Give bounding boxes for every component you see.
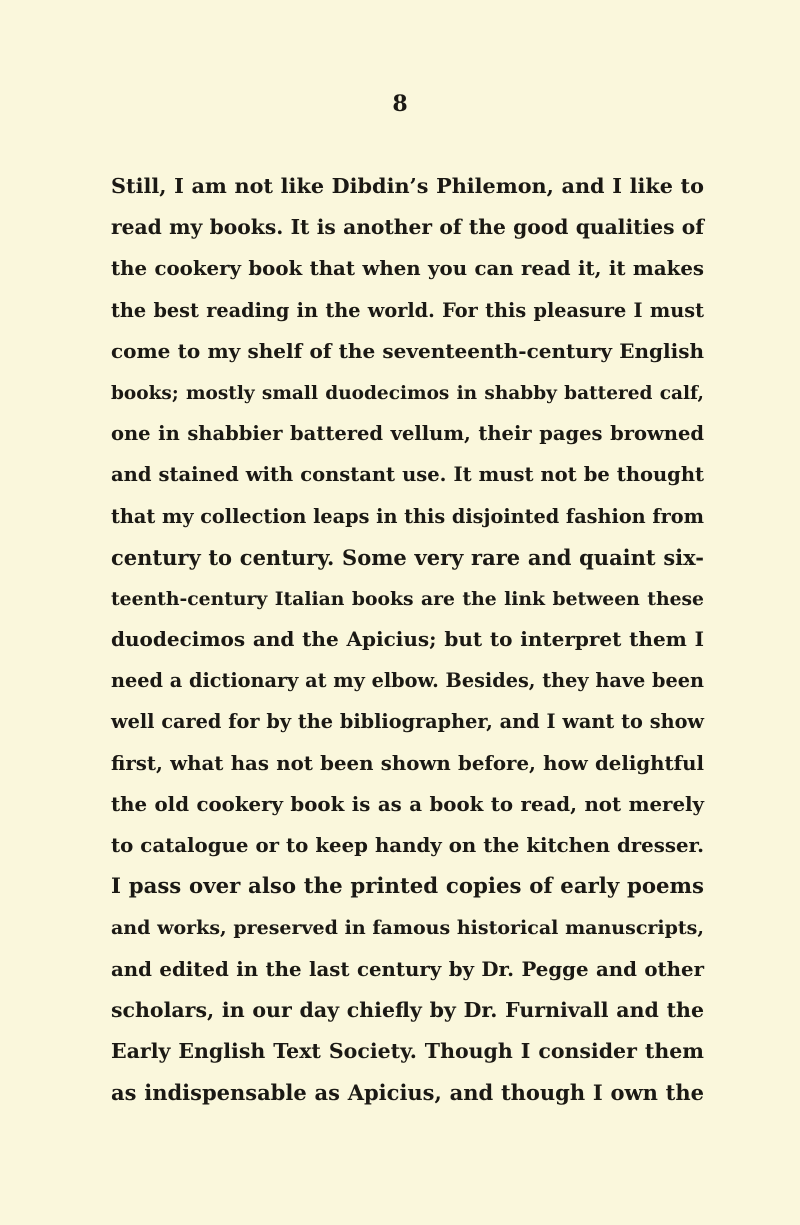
text-line: well cared for by the bibliographer, and I want to show <box>111 710 704 734</box>
text-line: need a dictionary at my elbow. Besides, they have been <box>111 669 704 693</box>
text-line: the old cookery book is as a book to read, not merely <box>111 791 704 816</box>
body-text <box>111 166 704 1113</box>
text-line: duodecimos and the Apicius; but to interpret them I <box>111 627 704 652</box>
text-line: the cookery book that when you can read it, it makes <box>111 256 704 281</box>
text-line: books; mostly small duodecimos in shabby battered calf, <box>111 382 704 404</box>
text-line: I pass over also the printed copies of early poems <box>111 874 704 900</box>
text-line: and edited in the last century by Dr. Pegge and other <box>111 956 704 981</box>
text-line: that my collection leaps in this disjointed fashion from <box>111 504 704 528</box>
text-line: and stained with constant use. It must not be thought <box>111 463 704 487</box>
text-line: century to century. Some very rare and quaint six- <box>111 544 704 570</box>
text-line: teenth-century Italian books are the link between these <box>111 587 704 610</box>
text-line: Still, I am not like Dibdin’s Philemon, and I like to <box>111 174 704 198</box>
text-line: and works, preserved in famous historical manuscripts, <box>111 917 704 940</box>
text-line: scholars, in our day chiefly by Dr. Furnivall and the <box>111 997 704 1022</box>
text-line: the best reading in the world. For this pleasure I must <box>111 298 704 322</box>
text-line: one in shabbier battered vellum, their pages browned <box>111 422 704 446</box>
text-line: come to my shelf of the seventeenth-century English <box>111 338 704 363</box>
text-line: first, what has not been shown before, how delightful <box>111 750 704 775</box>
text-line: to catalogue or to keep handy on the kitchen dresser. <box>111 833 704 857</box>
text-line: Early English Text Society. Though I consider them <box>111 1038 704 1063</box>
text-line: read my books. It is another of the good qualities of <box>111 215 704 240</box>
page-number: 8 <box>392 91 408 117</box>
text-line: as indispensable as Apicius, and though I own the <box>111 1080 704 1106</box>
